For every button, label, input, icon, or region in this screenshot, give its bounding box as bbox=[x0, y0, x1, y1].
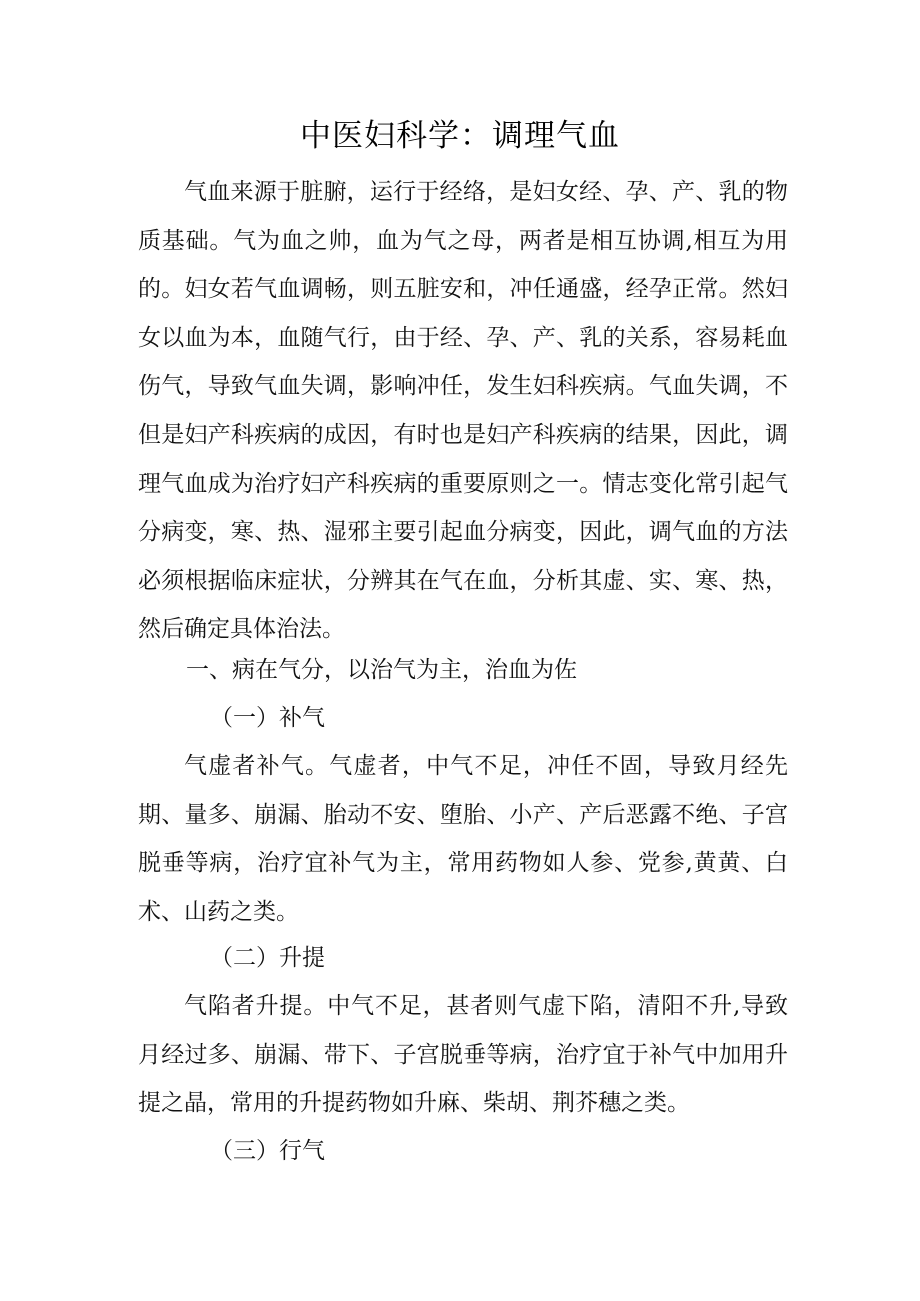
section-heading-1: 一、病在气分，以治气为主，治血为佐 bbox=[186, 657, 577, 683]
subsection-heading-sheng-ti: （二）升提 bbox=[210, 945, 325, 971]
subsection-heading-bu-qi: （一）补气 bbox=[210, 705, 325, 731]
subsection-paragraph-bu-qi: 气虚者补气。气虚者，中气不足，冲任不固，导致月经先期、量多、崩漏、胎动不安、堕胎、小产、产后恶露不绝、子宫脱垂等病，治疗宜补气为主，常用药物如人参、党参,黄黄、白术、山药之类。 bbox=[138, 753, 788, 925]
intro-paragraph: 气血来源于脏腑，运行于经络，是妇女经、孕、产、乳的物质基础。气为血之帅，血为气之母，两者是相互协调,相互为用的。妇女若气血调畅，则五脏安和，冲任通盛，经孕正常。然妇女以血为本，血随气行，由于经、孕、产、乳的关系，容易耗血伤气，导致气血失调，影响冲任，发生妇科疾病。气血失调，不但是妇产科疾病的成因，有时也是妇产科疾病的结果，因此，调理气血成为治疗妇产科疾病的重要原则之一。情志变化常引起气分病变，寒、热、湿邪主要引起血分病变，因此，调气血的方法必须根据临床症状，分辨其在气在血，分析其虚、实、寒、热，然后确定具体治法。 bbox=[138, 179, 788, 643]
document-title: 中医妇科学：调理气血 bbox=[300, 118, 620, 154]
subsection-paragraph-sheng-ti: 气陷者升提。中气不足，甚者则气虚下陷，清阳不升,导致月经过多、崩漏、带下、子宫脱垂等病，治疗宜于补气中加用升提之晶，常用的升提药物如升麻、柴胡、荆芥穗之类。 bbox=[138, 993, 788, 1117]
subsection-heading-xing-qi: （三）行气 bbox=[210, 1138, 325, 1164]
